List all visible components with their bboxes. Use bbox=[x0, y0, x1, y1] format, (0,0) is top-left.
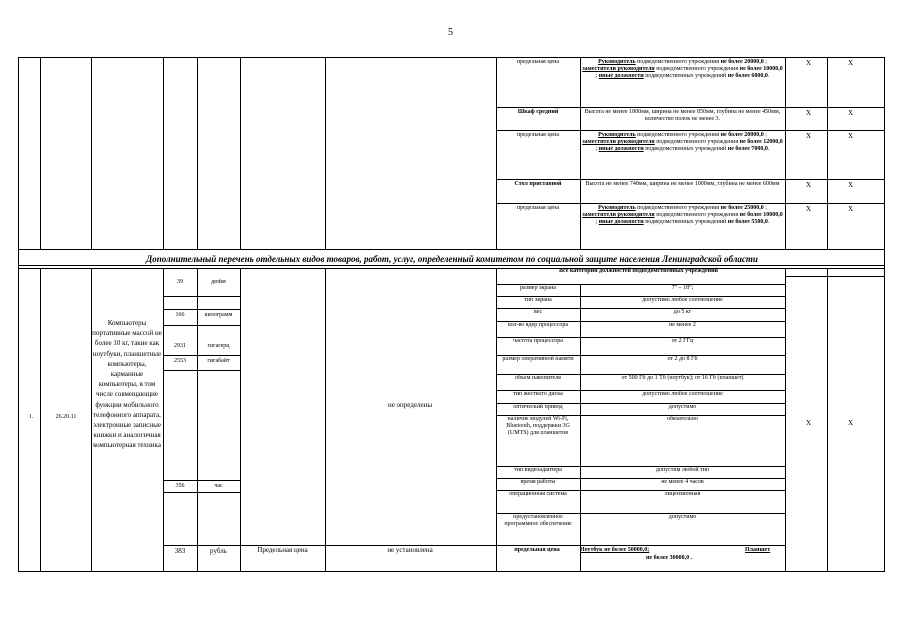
grid-hline bbox=[496, 203, 884, 204]
price-label: Предельная цена bbox=[257, 546, 308, 554]
spec-name: вес bbox=[533, 309, 543, 315]
row-x2: X bbox=[848, 109, 854, 117]
grid-hline bbox=[496, 179, 884, 180]
row-x1: X bbox=[806, 205, 812, 213]
grid-vline bbox=[91, 57, 92, 249]
spec-value: допустимо любое соотношение bbox=[642, 391, 723, 397]
grid-vline bbox=[325, 268, 326, 572]
spec-value: лицензионная bbox=[664, 491, 701, 497]
spec-value: допустимо bbox=[668, 404, 697, 410]
spec-name: тип видеоадаптера bbox=[514, 467, 562, 473]
table-right-border bbox=[884, 57, 885, 572]
grid-hline bbox=[163, 545, 240, 546]
grid-hline bbox=[785, 276, 884, 277]
row-x2: X bbox=[848, 59, 854, 67]
unit-code: 2931 bbox=[174, 343, 186, 349]
item-code: 26.20.11 bbox=[55, 414, 77, 420]
grid-vline bbox=[580, 57, 581, 249]
spec-name: размер оперативной памяти bbox=[502, 356, 574, 362]
grid-hline bbox=[496, 107, 884, 108]
spec-value: не менее 4 часов bbox=[661, 479, 704, 485]
row-x1: X bbox=[806, 59, 812, 67]
grid-vline bbox=[197, 57, 198, 249]
grid-vline bbox=[240, 57, 241, 249]
spec-name: тип жесткого диска bbox=[513, 391, 563, 397]
unit-name: час bbox=[214, 483, 223, 489]
spec-name: операционная система bbox=[509, 491, 567, 497]
unit-name: дюйм bbox=[211, 279, 226, 285]
spec-value: не менее 2 bbox=[669, 322, 696, 328]
unit-name: килограмм bbox=[204, 312, 233, 318]
price-laptop: Ноутбук не более 50000,0; bbox=[580, 547, 650, 553]
price-name: предельная цена bbox=[514, 547, 560, 553]
table-top-border bbox=[18, 57, 884, 58]
item-x2: X bbox=[848, 419, 854, 427]
spec-value: 7" – 18"; bbox=[671, 285, 694, 291]
spec-name: частота процессора bbox=[513, 338, 563, 344]
row-name: предельная цена bbox=[516, 59, 560, 65]
page-number: 5 bbox=[448, 27, 453, 38]
grid-vline bbox=[240, 268, 241, 572]
unit-code: 39 bbox=[177, 279, 183, 285]
grid-hline bbox=[163, 296, 240, 297]
spec-name: размер экрана bbox=[520, 285, 556, 291]
row-name: Шкаф средний bbox=[517, 109, 559, 115]
spec-value: допустим любой тип bbox=[655, 467, 710, 473]
grid-hline bbox=[163, 480, 240, 481]
price-tablet-limit: не более 30000,0 . bbox=[646, 555, 693, 561]
spec-name: кол-во ядер процессора bbox=[507, 322, 568, 328]
row-x1: X bbox=[806, 181, 812, 189]
grid-hline bbox=[163, 309, 240, 310]
spec-name: предустановленное программное обеспечение bbox=[504, 514, 572, 528]
row-name: предельная цена bbox=[516, 132, 560, 138]
spec-value: до 5 кг bbox=[673, 309, 692, 315]
grid-vline bbox=[785, 57, 786, 249]
grid-vline bbox=[785, 268, 786, 572]
category-header: Все категории должностей подведомственных учреждений bbox=[559, 268, 718, 274]
unit-code: 356 bbox=[175, 483, 185, 489]
row-spec: Руководитель подведомственного учреждения не более 20000,0 ; заместители руководителя подведомственного учреждения не более 10000,0 ; иные должности подведомственных учреждений не более 6000,0. bbox=[582, 59, 783, 80]
row-x1: X bbox=[806, 132, 812, 140]
grid-vline bbox=[325, 57, 326, 249]
spec-value: допустимо любое соотношение bbox=[642, 297, 723, 303]
row-spec: Высота не менее 740мм, ширина не менее 1000мм, глубина не менее 600мм bbox=[585, 181, 780, 187]
grid-hline bbox=[163, 355, 240, 356]
row-x2: X bbox=[848, 132, 854, 140]
item-x1: X bbox=[806, 419, 812, 427]
spec-name: тип экрана bbox=[524, 297, 552, 303]
grid-hline bbox=[163, 325, 240, 326]
grid-hline bbox=[496, 130, 884, 131]
row-spec: Руководитель подведомственного учреждения не более 20000,0 ; заместители руководителя подведомственного учреждения не более 12000,0 ; иные должности подведомственных учреждений не более 7000,0. bbox=[582, 132, 783, 153]
row-spec: Руководитель подведомственного учреждения не более 25000,0 ; заместители руководителя подведомственного учреждения не более 10000,0 ; иные должности подведомственных учреждений не более 5500,0. bbox=[582, 205, 783, 226]
row-spec: Высота не менее 1800мм, ширина не менее 850мм, глубина не менее 450мм, количество полок не менее 3. bbox=[584, 109, 781, 123]
spec-name: наличие модулей Wi-Fi, Bluetooth, поддержки 3G (UMTS) для планшетов bbox=[506, 416, 570, 437]
price-not-set: не установлена bbox=[387, 546, 433, 554]
unit-name: рубль bbox=[210, 547, 227, 555]
spec-value: от 2 до 8 Гб bbox=[667, 356, 698, 362]
grid-vline bbox=[827, 268, 828, 572]
spec-name: оптический привод bbox=[513, 404, 563, 410]
not-defined: не определены bbox=[387, 401, 433, 409]
grid-hline bbox=[163, 492, 240, 493]
price-tablet: Планшет bbox=[745, 547, 771, 553]
banner-bottom bbox=[18, 265, 884, 266]
section-title: Дополнительный перечень отдельных видов товаров, работ, услуг, определенный комитетом по социальной защите населения Ленинградской области bbox=[146, 254, 758, 264]
unit-name: гигабайт bbox=[207, 358, 230, 364]
item-name: Компьютеры портативные массой не более 10 кг, такие как ноутбуки, планшетные компьютеры, карманные компьютеры, в том числе совмещающие функции мобильного телефонного аппарата, электронные записные книжки и аналогичная компьютерная техника bbox=[92, 319, 162, 450]
spec-value: от 2 ГГц bbox=[671, 338, 694, 344]
item-number: 1. bbox=[28, 414, 34, 420]
unit-name: гигагерц bbox=[207, 343, 230, 349]
row-name: Стол приставной bbox=[514, 181, 562, 187]
grid-vline bbox=[40, 57, 41, 249]
table-bottom-border bbox=[18, 571, 884, 572]
spec-name: время работы bbox=[520, 479, 556, 485]
unit-code: 166 bbox=[175, 312, 185, 318]
unit-code: 2553 bbox=[174, 358, 186, 364]
banner-top bbox=[18, 249, 884, 250]
spec-name: объем накопителя bbox=[515, 375, 561, 381]
row-x2: X bbox=[848, 205, 854, 213]
spec-value: обязательно bbox=[667, 416, 698, 422]
grid-vline bbox=[580, 284, 581, 572]
unit-code: 383 bbox=[174, 547, 186, 555]
spec-value: допустимо bbox=[668, 514, 697, 520]
row-name: предельная цена bbox=[516, 205, 560, 211]
grid-hline bbox=[163, 370, 240, 371]
grid-vline bbox=[496, 57, 497, 249]
table-left-border bbox=[18, 57, 19, 572]
grid-vline bbox=[163, 57, 164, 249]
row-x2: X bbox=[848, 181, 854, 189]
grid-hline bbox=[240, 545, 785, 546]
row-x1: X bbox=[806, 109, 812, 117]
grid-vline bbox=[827, 57, 828, 249]
spec-value: от 500 Гб до 1 Тб (ноутбук); от 16 Гб (планшет) bbox=[621, 375, 744, 381]
